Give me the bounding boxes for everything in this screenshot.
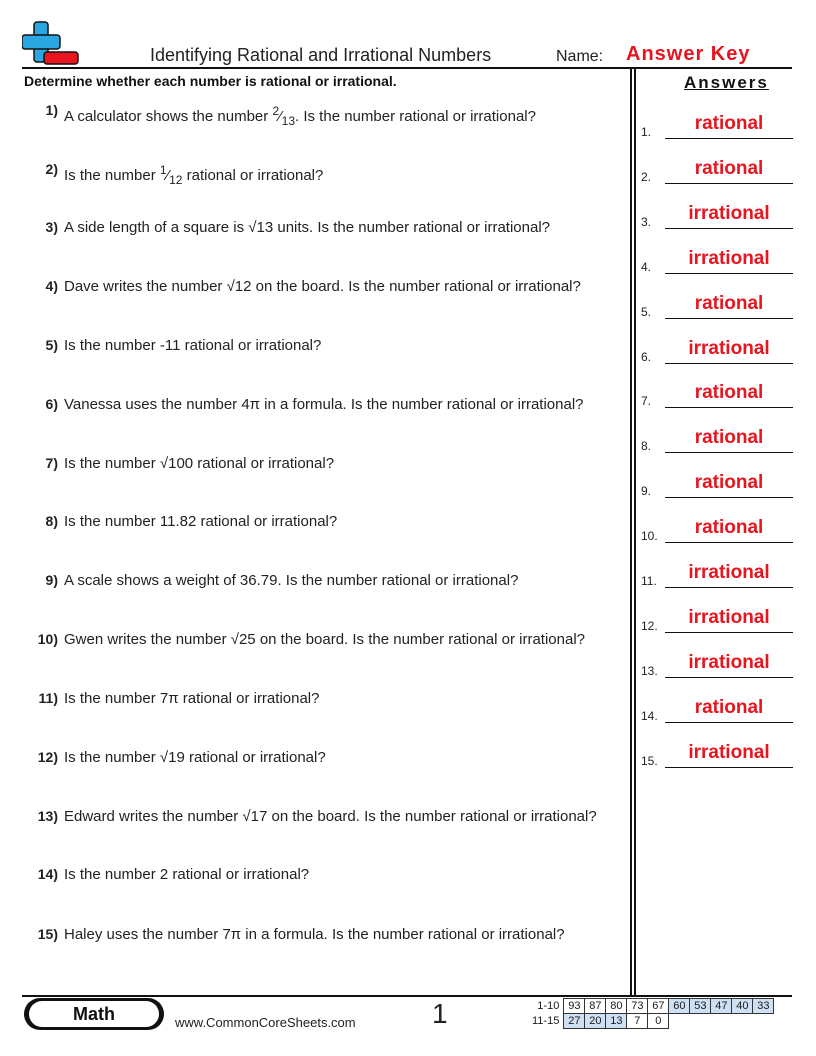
question-item bbox=[24, 455, 628, 472]
answer-line bbox=[665, 183, 793, 184]
answer-row bbox=[641, 697, 793, 723]
answer-value: rational bbox=[694, 697, 764, 718]
answers-heading: Answers bbox=[684, 73, 769, 92]
name-label: Name: bbox=[556, 48, 604, 65]
instructions: Determine whether each number is rational or irrational. bbox=[24, 73, 397, 89]
question-number: 15) bbox=[37, 926, 58, 942]
score-cell: 13 bbox=[606, 1014, 627, 1029]
score-row-label: 1-10 bbox=[537, 1000, 560, 1012]
answer-row bbox=[641, 158, 793, 184]
question-text: Edward writes the number √17 on the board. Is the number rational or irrational? bbox=[64, 808, 597, 825]
column-divider bbox=[634, 67, 636, 995]
website-link[interactable]: www.CommonCoreSheets.com bbox=[175, 1015, 356, 1030]
question-number: 8) bbox=[45, 513, 58, 529]
question-number: 11) bbox=[38, 690, 58, 706]
score-cell: 93 bbox=[564, 999, 585, 1014]
fraction-denominator: 13 bbox=[281, 114, 296, 128]
answer-value: rational bbox=[694, 113, 764, 134]
question-item bbox=[24, 808, 628, 825]
question-number: 10) bbox=[37, 631, 58, 647]
score-cell: 27 bbox=[564, 1014, 585, 1029]
score-cell: 73 bbox=[627, 999, 648, 1014]
score-cell: 33 bbox=[753, 999, 774, 1014]
fraction-numerator: 2 bbox=[272, 104, 280, 118]
bottom-rule bbox=[22, 995, 792, 997]
fraction-numerator: 1 bbox=[159, 163, 167, 177]
answer-row bbox=[641, 742, 793, 768]
answer-line bbox=[665, 497, 793, 498]
question-number: 4) bbox=[45, 278, 58, 294]
answer-line bbox=[665, 363, 793, 364]
answer-row bbox=[641, 338, 793, 364]
answer-number: 15. bbox=[641, 754, 658, 768]
answer-line bbox=[665, 677, 793, 678]
answer-line bbox=[665, 138, 793, 139]
question-number: 14) bbox=[37, 866, 58, 882]
answer-value: rational bbox=[694, 427, 764, 448]
score-cell: 40 bbox=[732, 999, 753, 1014]
answer-line bbox=[665, 452, 793, 453]
answer-row bbox=[641, 248, 793, 274]
answer-row bbox=[641, 607, 793, 633]
answer-number: 6. bbox=[641, 350, 652, 364]
answer-value: irrational bbox=[688, 562, 770, 583]
score-cell: 47 bbox=[711, 999, 732, 1014]
answer-number: 3. bbox=[641, 215, 652, 229]
answer-number: 8. bbox=[641, 439, 652, 453]
answer-value: irrational bbox=[688, 742, 770, 763]
question-item bbox=[24, 631, 628, 648]
score-cell: 20 bbox=[585, 1014, 606, 1029]
question-number: 6) bbox=[45, 396, 58, 412]
fraction-denominator: 12 bbox=[169, 173, 183, 187]
score-row-label: 11-15 bbox=[532, 1015, 560, 1027]
question-text: Gwen writes the number √25 on the board. Is the number rational or irrational? bbox=[64, 631, 586, 648]
question-text: Is the number $^1⁄_{12}$ rational or irrational? bbox=[64, 163, 324, 187]
question-text: Haley uses the number 7π in a formula. Is the number rational or irrational? bbox=[64, 926, 565, 943]
answer-row bbox=[641, 427, 793, 453]
answer-value: rational bbox=[694, 158, 764, 179]
answer-number: 4. bbox=[641, 260, 652, 274]
score-cell: 7 bbox=[627, 1014, 648, 1029]
page-number: 1 bbox=[432, 998, 448, 1029]
answer-number: 11. bbox=[641, 574, 657, 588]
question-text: A side length of a square is √13 units. Is the number rational or irrational? bbox=[64, 219, 551, 236]
answer-number: 2. bbox=[641, 170, 652, 184]
question-number: 2) bbox=[45, 161, 58, 177]
answer-line bbox=[665, 587, 793, 588]
answer-row bbox=[641, 113, 793, 139]
answer-line bbox=[665, 722, 793, 723]
score-cell: 67 bbox=[648, 999, 669, 1014]
top-rule bbox=[22, 67, 792, 69]
score-cell: 60 bbox=[669, 999, 690, 1014]
question-text: Dave writes the number √12 on the board. Is the number rational or irrational? bbox=[64, 278, 581, 295]
question-text: A calculator shows the number $^2⁄_{13}$. Is the number rational or irrational? bbox=[64, 104, 536, 128]
score-cell: 0 bbox=[648, 1014, 669, 1029]
answer-value: irrational bbox=[688, 248, 770, 269]
answer-number: 10. bbox=[641, 529, 658, 543]
question-text: Is the number -11 rational or irrational? bbox=[64, 337, 322, 354]
answer-row bbox=[641, 517, 793, 543]
answer-number: 14. bbox=[641, 709, 658, 723]
question-item bbox=[24, 690, 628, 707]
answer-value: rational bbox=[694, 293, 764, 314]
question-number: 5) bbox=[45, 337, 58, 353]
question-item bbox=[24, 926, 628, 943]
answer-row bbox=[641, 293, 793, 319]
question-text: Is the number 7π rational or irrational? bbox=[64, 690, 320, 707]
answer-number: 9. bbox=[641, 484, 652, 498]
answer-value: irrational bbox=[688, 338, 770, 359]
score-table bbox=[530, 998, 774, 1029]
answer-value: rational bbox=[694, 382, 764, 403]
question-item bbox=[24, 104, 628, 128]
answer-number: 5. bbox=[641, 305, 652, 319]
answer-number: 12. bbox=[641, 619, 658, 633]
worksheet-title: Identifying Rational and Irrational Numbers bbox=[150, 45, 492, 65]
question-item bbox=[24, 749, 628, 766]
question-text: Is the number 2 rational or irrational? bbox=[64, 866, 310, 883]
answer-value: rational bbox=[694, 517, 764, 538]
question-item bbox=[24, 513, 628, 530]
answer-line bbox=[665, 632, 793, 633]
score-cell: 53 bbox=[690, 999, 711, 1014]
plus-minus-logo-icon bbox=[22, 20, 80, 70]
question-text: Is the number √19 rational or irrational? bbox=[64, 749, 326, 766]
question-text: A scale shows a weight of 36.79. Is the number rational or irrational? bbox=[64, 572, 519, 589]
answer-value: irrational bbox=[688, 607, 770, 628]
score-row bbox=[530, 1014, 774, 1029]
answer-value: irrational bbox=[688, 652, 770, 673]
score-cell: 80 bbox=[606, 999, 627, 1014]
question-item bbox=[24, 278, 628, 295]
answer-number: 13. bbox=[641, 664, 658, 678]
question-item bbox=[24, 866, 628, 883]
subject-badge bbox=[24, 998, 164, 1030]
subject-label: Math bbox=[29, 1001, 159, 1027]
answer-row bbox=[641, 203, 793, 229]
question-item bbox=[24, 337, 628, 354]
answer-number: 7. bbox=[641, 394, 652, 408]
answer-row bbox=[641, 652, 793, 678]
question-text: Is the number √100 rational or irrational? bbox=[64, 455, 335, 472]
question-number: 13) bbox=[37, 808, 58, 824]
answer-line bbox=[665, 542, 793, 543]
question-item bbox=[24, 572, 628, 589]
answer-row bbox=[641, 472, 793, 498]
answer-line bbox=[665, 318, 793, 319]
score-cell: 87 bbox=[585, 999, 606, 1014]
answer-number: 1. bbox=[641, 125, 652, 139]
column-divider bbox=[630, 67, 632, 995]
score-row bbox=[530, 999, 774, 1014]
question-number: 3) bbox=[45, 219, 58, 235]
question-number: 12) bbox=[37, 749, 58, 765]
answer-line bbox=[665, 228, 793, 229]
answer-key-label: Answer Key bbox=[626, 43, 751, 65]
question-item bbox=[24, 396, 628, 413]
answer-value: rational bbox=[694, 472, 764, 493]
question-item bbox=[24, 163, 628, 187]
answer-line bbox=[665, 767, 793, 768]
answer-row bbox=[641, 382, 793, 408]
answer-value: irrational bbox=[688, 203, 770, 224]
question-item bbox=[24, 219, 628, 236]
question-number: 1) bbox=[45, 102, 58, 118]
answer-row bbox=[641, 562, 793, 588]
answer-line bbox=[665, 407, 793, 408]
question-number: 9) bbox=[45, 572, 58, 588]
answer-line bbox=[665, 273, 793, 274]
question-text: Vanessa uses the number 4π in a formula. Is the number rational or irrational? bbox=[64, 396, 584, 413]
question-text: Is the number 11.82 rational or irrational? bbox=[64, 513, 338, 530]
question-number: 7) bbox=[45, 455, 58, 471]
